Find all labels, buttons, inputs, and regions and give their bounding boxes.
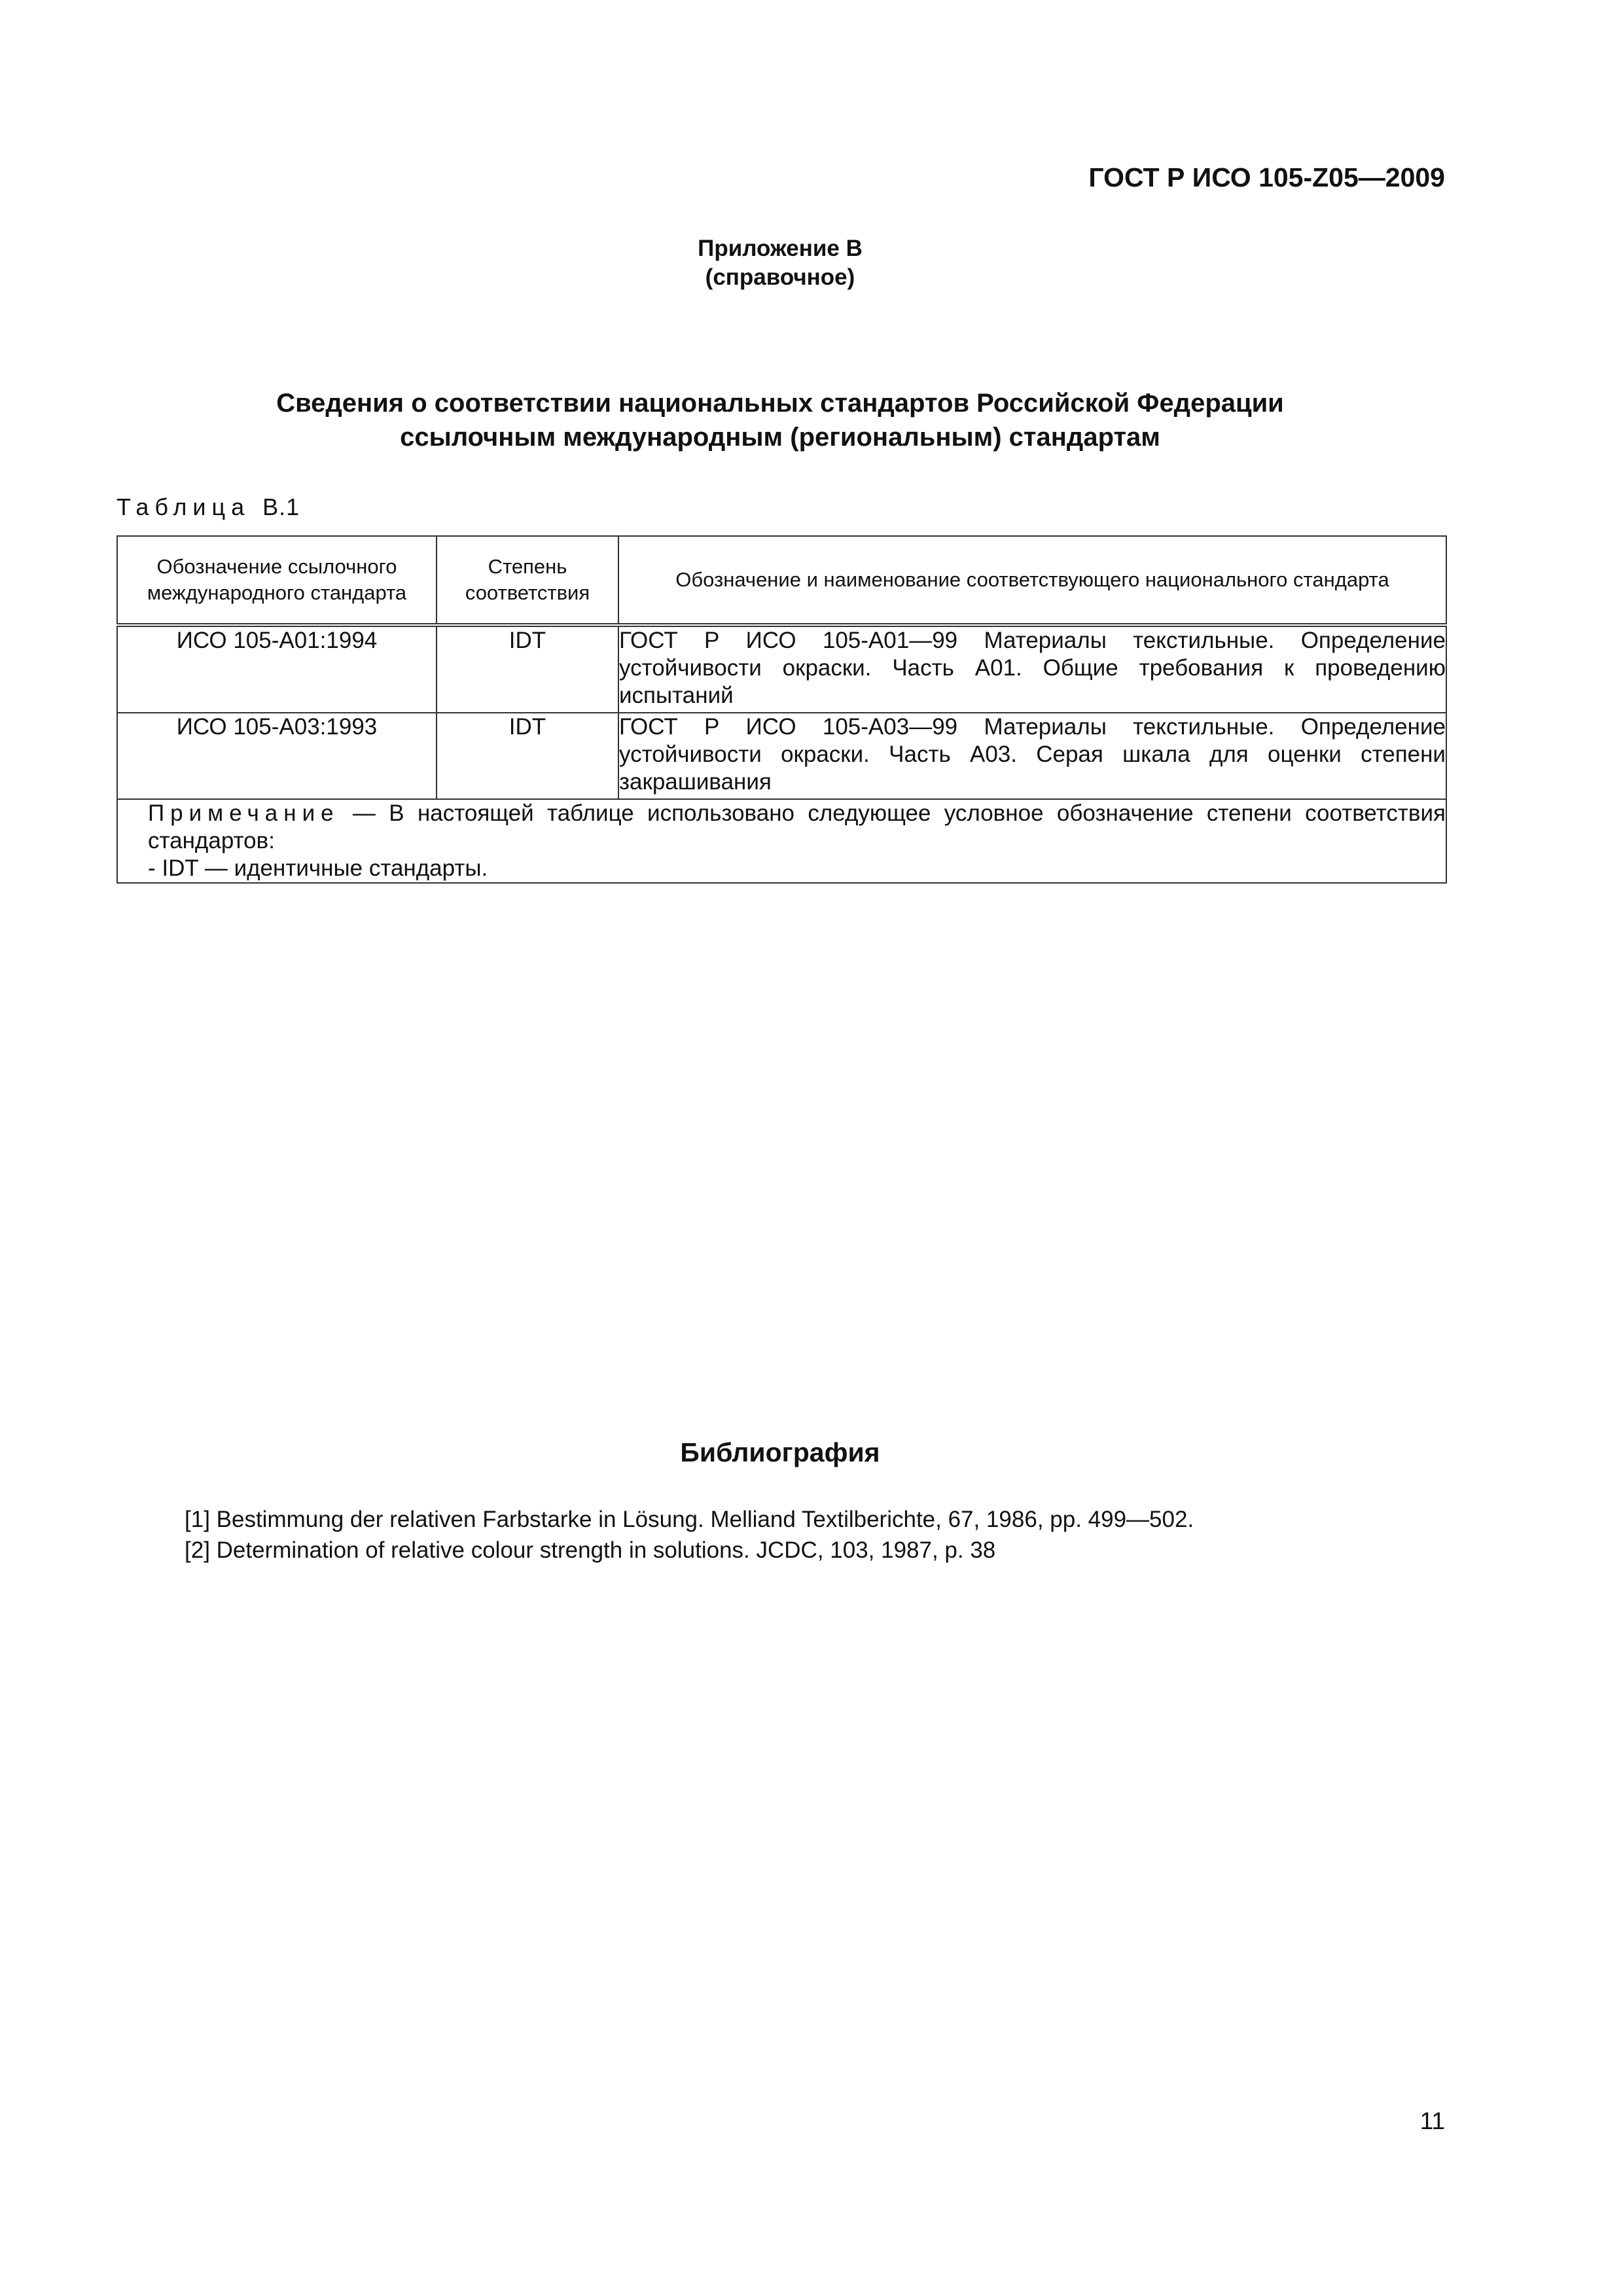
annex-status: (справочное) — [705, 264, 855, 290]
note-item: - IDT — идентичные стандарты. — [148, 855, 488, 881]
table-row — [117, 713, 1446, 799]
note-label: Примечание — [148, 800, 340, 826]
cell-degree: IDT — [437, 625, 618, 713]
page-number: 11 — [1419, 2108, 1445, 2134]
table-caption-number: В.1 — [262, 493, 300, 520]
cell-intl-standard: ИСО 105-A03:1993 — [117, 713, 437, 799]
bibliography-item: [2] Determination of relative colour strength in solutions. JCDC, 103, 1987, p. 38 — [185, 1537, 996, 1563]
cell-degree: IDT — [437, 713, 618, 799]
table-caption-word: Таблица — [116, 493, 251, 520]
section-title-line-2: ссылочным международным (региональным) стандартам — [400, 423, 1160, 452]
bibliography-item: [1] Bestimmung der relativen Farbstarke in Lösung. Melliand Textilberichte, 67, 1986, pp. 499—502. — [185, 1507, 1194, 1532]
bibliography-title: Библиография — [680, 1437, 880, 1467]
cell-national-standard: ГОСТ Р ИСО 105-А03—99 Материалы текстильные. Определение устойчивости окраски. Часть А03. Серая шкала для оценки степени закрашивания — [618, 713, 1446, 799]
annex-title: Приложение В — [698, 236, 863, 261]
section-title — [0, 386, 1560, 454]
bibliography-list — [185, 1504, 1194, 1566]
table-note — [117, 799, 1446, 883]
header-intl-standard: Обозначение ссылочного международного стандарта — [117, 536, 437, 625]
correspondence-table — [116, 535, 1447, 884]
cell-national-standard: ГОСТ Р ИСО 105-А01—99 Материалы текстильные. Определение устойчивости окраски. Часть А01. Общие требования к проведению испытаний — [618, 625, 1446, 713]
header-national-standard: Обозначение и наименование соответствующего национального стандарта — [618, 536, 1446, 625]
header-degree: Степень соответствия — [437, 536, 618, 625]
document-code: ГОСТ Р ИСО 105-Z05—2009 — [1088, 162, 1445, 192]
annex-heading — [0, 234, 1560, 292]
note-paragraph — [118, 800, 1446, 855]
section-title-line-1: Сведения о соответствии национальных стандартов Российской Федерации — [276, 389, 1284, 418]
note-text: — В настоящей таблице использовано следующее условное обозначение степени соответствия стандартов: — [148, 800, 1446, 853]
table-header-row — [117, 536, 1446, 625]
table-caption — [116, 493, 300, 521]
cell-intl-standard: ИСО 105-A01:1994 — [117, 625, 437, 713]
table-row — [117, 625, 1446, 713]
table-note-row — [117, 799, 1446, 883]
